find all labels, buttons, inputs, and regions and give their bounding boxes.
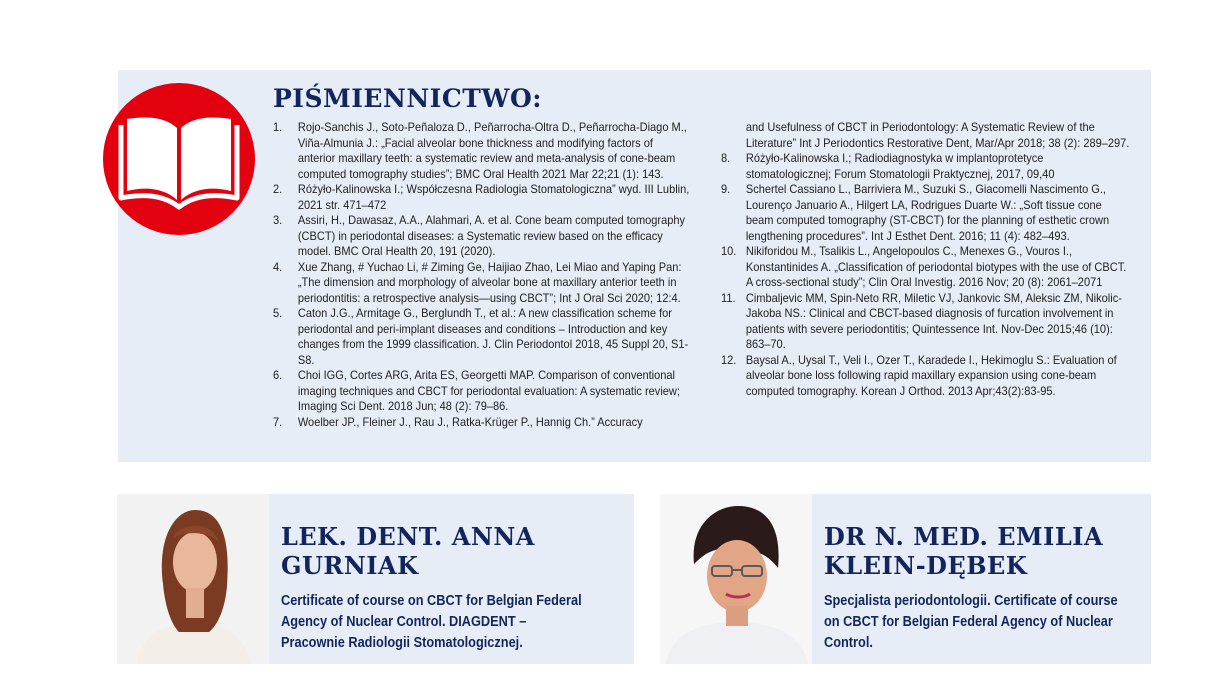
reference-item	[273, 213, 692, 260]
reference-number: 6.	[273, 368, 283, 382]
author-description: Certificate of course on CBCT for Belgian Federal Agency of Nuclear Control. DIAGDENT – Pracownie Radiologii Stomatologicznej.	[281, 593, 582, 651]
reference-text: Xue Zhang, # Yuchao Li, # Ziming Ge, Haijiao Zhao, Lei Miao and Yaping Pan: „The dimension and morphology of alveolar bone at maxillary anterior teeth in periodontitis: a retrospective analysis—using CBCT”; Int J Oral Sci 2020; 12:4.	[297, 259, 682, 305]
reference-number: 7.	[273, 414, 283, 429]
reference-item	[273, 260, 692, 307]
author-photo	[117, 494, 269, 664]
reference-item	[273, 368, 692, 415]
reference-number: 2.	[273, 182, 283, 196]
reference-number: 10.	[721, 244, 737, 258]
reference-item	[273, 182, 692, 213]
reference-number: 4.	[273, 259, 283, 274]
reference-number: 3.	[273, 213, 283, 227]
reference-item	[721, 291, 1130, 353]
reference-item	[273, 306, 692, 368]
reference-item	[721, 151, 1130, 182]
reference-continuation: and Usefulness of CBCT in Periodontology: A Systematic Review of the Literature” Int J Periodontics Restorative Dent, Mar/Apr 2018; 38 (2): 289–297.	[745, 120, 1130, 150]
reference-text: Różyło-Kalinowska I.; Współczesna Radiologia Stomatologiczna” wyd. III Lublin, 2021 str. 471–472	[297, 182, 690, 212]
references-list-left	[273, 120, 692, 430]
references-title: PIŚMIENNICTWO:	[273, 84, 542, 113]
reference-text: Cimbaljevic MM, Spin-Neto RR, Miletic VJ, Jankovic SM, Aleksic ZM, Nikolic-Jakoba NS.: Clinical and CBCT-based diagnosis of furcation involvement in patients with severe periodontitis; Quintessence Int. Nov-Dec 2015;46 (10): 863–70.	[745, 290, 1122, 351]
reference-text: Choi IGG, Cortes ARG, Arita ES, Georgetti MAP. Comparison of conventional imaging techniques and CBCT for periodontal evaluation: A systematic review; Imaging Sci Dent. 2018 Jun; 48 (2): 79–86.	[297, 368, 680, 413]
reference-text: Assiri, H., Dawasaz, A.A., Alahmari, A. et al. Cone beam computed tomography (CBCT) in periodontal diseases: a Systematic review based on the efficacy model. BMC Oral Health 20, 191 (2020).	[297, 213, 686, 258]
reference-text: Baysal A., Uysal T., Veli I., Ozer T., Karadede I., Hekimoglu S.: Evaluation of alveolar bone loss following rapid maxillary expansion using cone-beam computed tomography. Korean J Orthod. 2013 Apr;43(2):83-95.	[745, 352, 1117, 398]
reference-number: 5.	[273, 306, 283, 320]
reference-number: 1.	[273, 120, 283, 134]
reference-number: 8.	[721, 151, 731, 165]
reference-text: Caton J.G., Armitage G., Berglundh T., et al.: A new classification scheme for periodontal and peri-implant diseases and conditions – Introduction and key changes from the 1999 classification. J. Clin Periodontol 2018, 45 Suppl 20, S1-S8.	[297, 306, 689, 367]
author-name: LEK. DENT. ANNA GURNIAK	[281, 522, 535, 580]
reference-text: Nikiforidou M., Tsalikis L., Angelopoulos C., Menexes G., Vouros I., Konstantinides A. „Classification of periodontal biotypes with the use of CBCT. A cross-sectional study”; Clin Oral Investig. 2016 Nov; 20 (8): 2061–2071	[745, 244, 1127, 289]
reference-number: 12.	[721, 352, 737, 367]
open-book-icon	[103, 83, 255, 235]
references-list-right	[721, 120, 1130, 399]
author-card-gurniak	[117, 494, 634, 664]
author-description: Specjalista periodontologii. Certificate of course on CBCT for Belgian Federal Agency of Nuclear Control.	[824, 593, 1118, 651]
reference-text: Schertel Cassiano L., Barriviera M., Suzuki S., Giacomelli Nascimento G., Lourenço Januario A., Hilgert LA, Rodrigues Duarte W.: „Soft tissue cone beam computed tomography (ST-CBCT) for the planning of esthetic crown lengthening procedures”. Int J Esthet Dent. 2016; 11 (4): 482–493.	[745, 182, 1110, 243]
reference-text: Woelber JP., Fleiner J., Rau J., Ratka-Krüger P., Hannig Ch.” Accuracy	[297, 414, 643, 429]
reference-number: 11.	[721, 290, 736, 305]
author-card-klein-debek	[660, 494, 1151, 664]
author-name: DR N. MED. EMILIA KLEIN-DĘBEK	[824, 522, 1104, 580]
reference-text: Rojo-Sanchis J., Soto-Peñaloza D., Peñarrocha-Oltra D., Peñarrocha-Diago M., Viña-Almunia J.: „Facial alveolar bone thickness and modifying factors of anterior maxillary teeth: a systematic review and meta-analysis of cone-beam computed tomography studies”; BMC Oral Health 2021 Mar 22;21 (1): 143.	[297, 120, 687, 181]
reference-item	[721, 182, 1130, 244]
reference-item	[273, 120, 692, 182]
author-photo	[660, 494, 812, 664]
reference-item	[721, 244, 1130, 291]
reference-item	[721, 353, 1130, 400]
reference-text: Różyło-Kalinowska I.; Radiodiagnostyka w implantoprotetyce stomatologicznej; Forum Stomatologii Praktycznej, 2017, 09,40	[745, 151, 1055, 181]
reference-number: 9.	[721, 182, 731, 196]
reference-item	[273, 415, 692, 431]
